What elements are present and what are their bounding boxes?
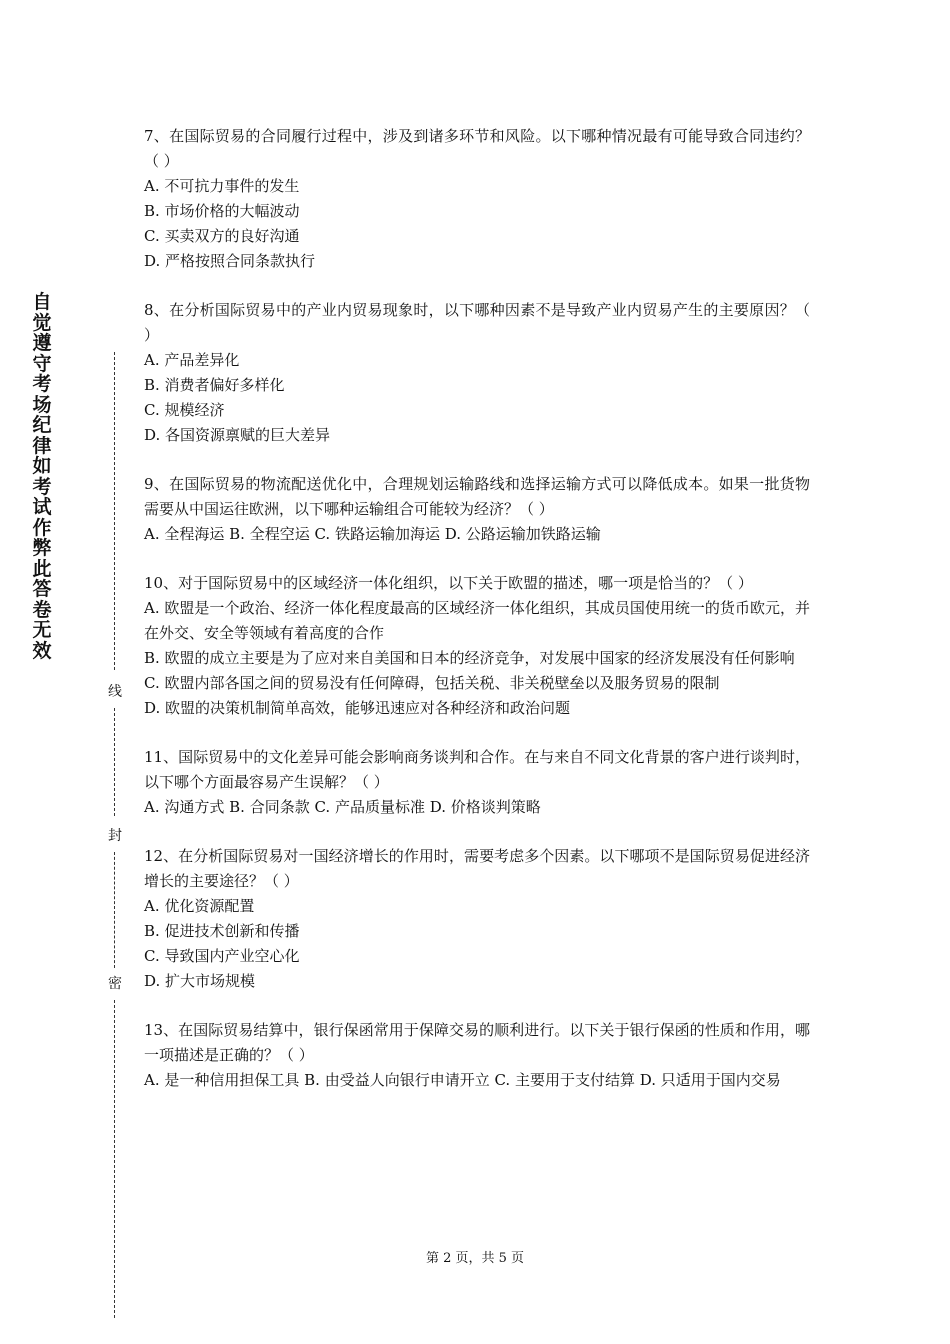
option-b: B. 市场价格的大幅波动 <box>144 202 300 220</box>
question-13 <box>144 1018 810 1093</box>
seal-label-seal: 封 <box>108 828 122 844</box>
question-text: 13、在国际贸易结算中，银行保函常用于保障交易的顺利进行。以下关于银行保函的性质和作用，哪一项描述是正确的？（ ） <box>144 1021 810 1064</box>
binding-dashed-line <box>114 852 115 968</box>
question-7 <box>144 124 810 274</box>
question-list <box>144 124 810 1117</box>
question-10 <box>144 571 810 721</box>
question-9 <box>144 472 810 547</box>
option-a: A. 优化资源配置 <box>144 897 255 915</box>
option-d: D. 各国资源禀赋的巨大差异 <box>144 426 331 444</box>
option-d: D. 扩大市场规模 <box>144 972 256 990</box>
option-d: D. 欧盟的决策机制简单高效，能够迅速应对各种经济和政治问题 <box>144 699 571 717</box>
option-c: C. 规模经济 <box>144 401 225 419</box>
option-a: A. 产品差异化 <box>144 351 240 369</box>
question-text: 7、在国际贸易的合同履行过程中，涉及到诸多环节和风险。以下哪种情况最有可能导致合同违约？（ ） <box>144 127 810 170</box>
seal-label-line: 线 <box>108 684 122 700</box>
options-inline: A. 是一种信用担保工具 B. 由受益人向银行申请开立 C. 主要用于支付结算 D. 只适用于国内交易 <box>144 1071 781 1089</box>
options-inline: A. 沟通方式 B. 合同条款 C. 产品质量标准 D. 价格谈判策略 <box>144 798 541 816</box>
question-8 <box>144 298 810 448</box>
option-a: A. 欧盟是一个政治、经济一体化程度最高的区域经济一体化组织，其成员国使用统一的货币欧元，并在外交、安全等领域有着高度的合作 <box>144 599 810 642</box>
option-c: C. 买卖双方的良好沟通 <box>144 227 300 245</box>
question-text: 9、在国际贸易的物流配送优化中，合理规划运输路线和选择运输方式可以降低成本。如果一批货物需要从中国运往欧洲，以下哪种运输组合可能较为经济？（ ） <box>144 475 810 518</box>
question-text: 12、在分析国际贸易对一国经济增长的作用时，需要考虑多个因素。以下哪项不是国际贸易促进经济增长的主要途径？（ ） <box>144 847 810 890</box>
seal-label-secret: 密 <box>108 976 122 992</box>
options-inline: A. 全程海运 B. 全程空运 C. 铁路运输加海运 D. 公路运输加铁路运输 <box>144 525 601 543</box>
page-number-footer: 第 2 页，共 5 页 <box>425 1251 525 1266</box>
binding-dashed-line <box>114 352 115 670</box>
option-c: C. 导致国内产业空心化 <box>144 947 300 965</box>
binding-dashed-line <box>114 708 115 816</box>
option-a: A. 不可抗力事件的发生 <box>144 177 300 195</box>
question-11 <box>144 745 810 820</box>
question-text: 8、在分析国际贸易中的产业内贸易现象时，以下哪种因素不是导致产业内贸易产生的主要原因？（ ） <box>144 301 810 344</box>
question-text: 11、国际贸易中的文化差异可能会影响商务谈判和合作。在与来自不同文化背景的客户进行谈判时，以下哪个方面最容易产生误解？（ ） <box>144 748 810 791</box>
option-b: B. 消费者偏好多样化 <box>144 376 285 394</box>
option-b: B. 欧盟的成立主要是为了应对来自美国和日本的经济竞争，对发展中国家的经济发展没有任何影响 <box>144 649 795 667</box>
question-12 <box>144 844 810 994</box>
option-c: C. 欧盟内部各国之间的贸易没有任何障碍，包括关税、非关税壁垒以及服务贸易的限制 <box>144 674 720 692</box>
exam-discipline-notice: 自觉遵守考场纪律如考试作弊此答卷无效 <box>32 291 52 662</box>
question-text: 10、对于国际贸易中的区域经济一体化组织，以下关于欧盟的描述，哪一项是恰当的？（ ） <box>144 574 753 592</box>
option-b: B. 促进技术创新和传播 <box>144 922 300 940</box>
option-d: D. 严格按照合同条款执行 <box>144 252 316 270</box>
binding-dashed-line <box>114 1000 115 1318</box>
